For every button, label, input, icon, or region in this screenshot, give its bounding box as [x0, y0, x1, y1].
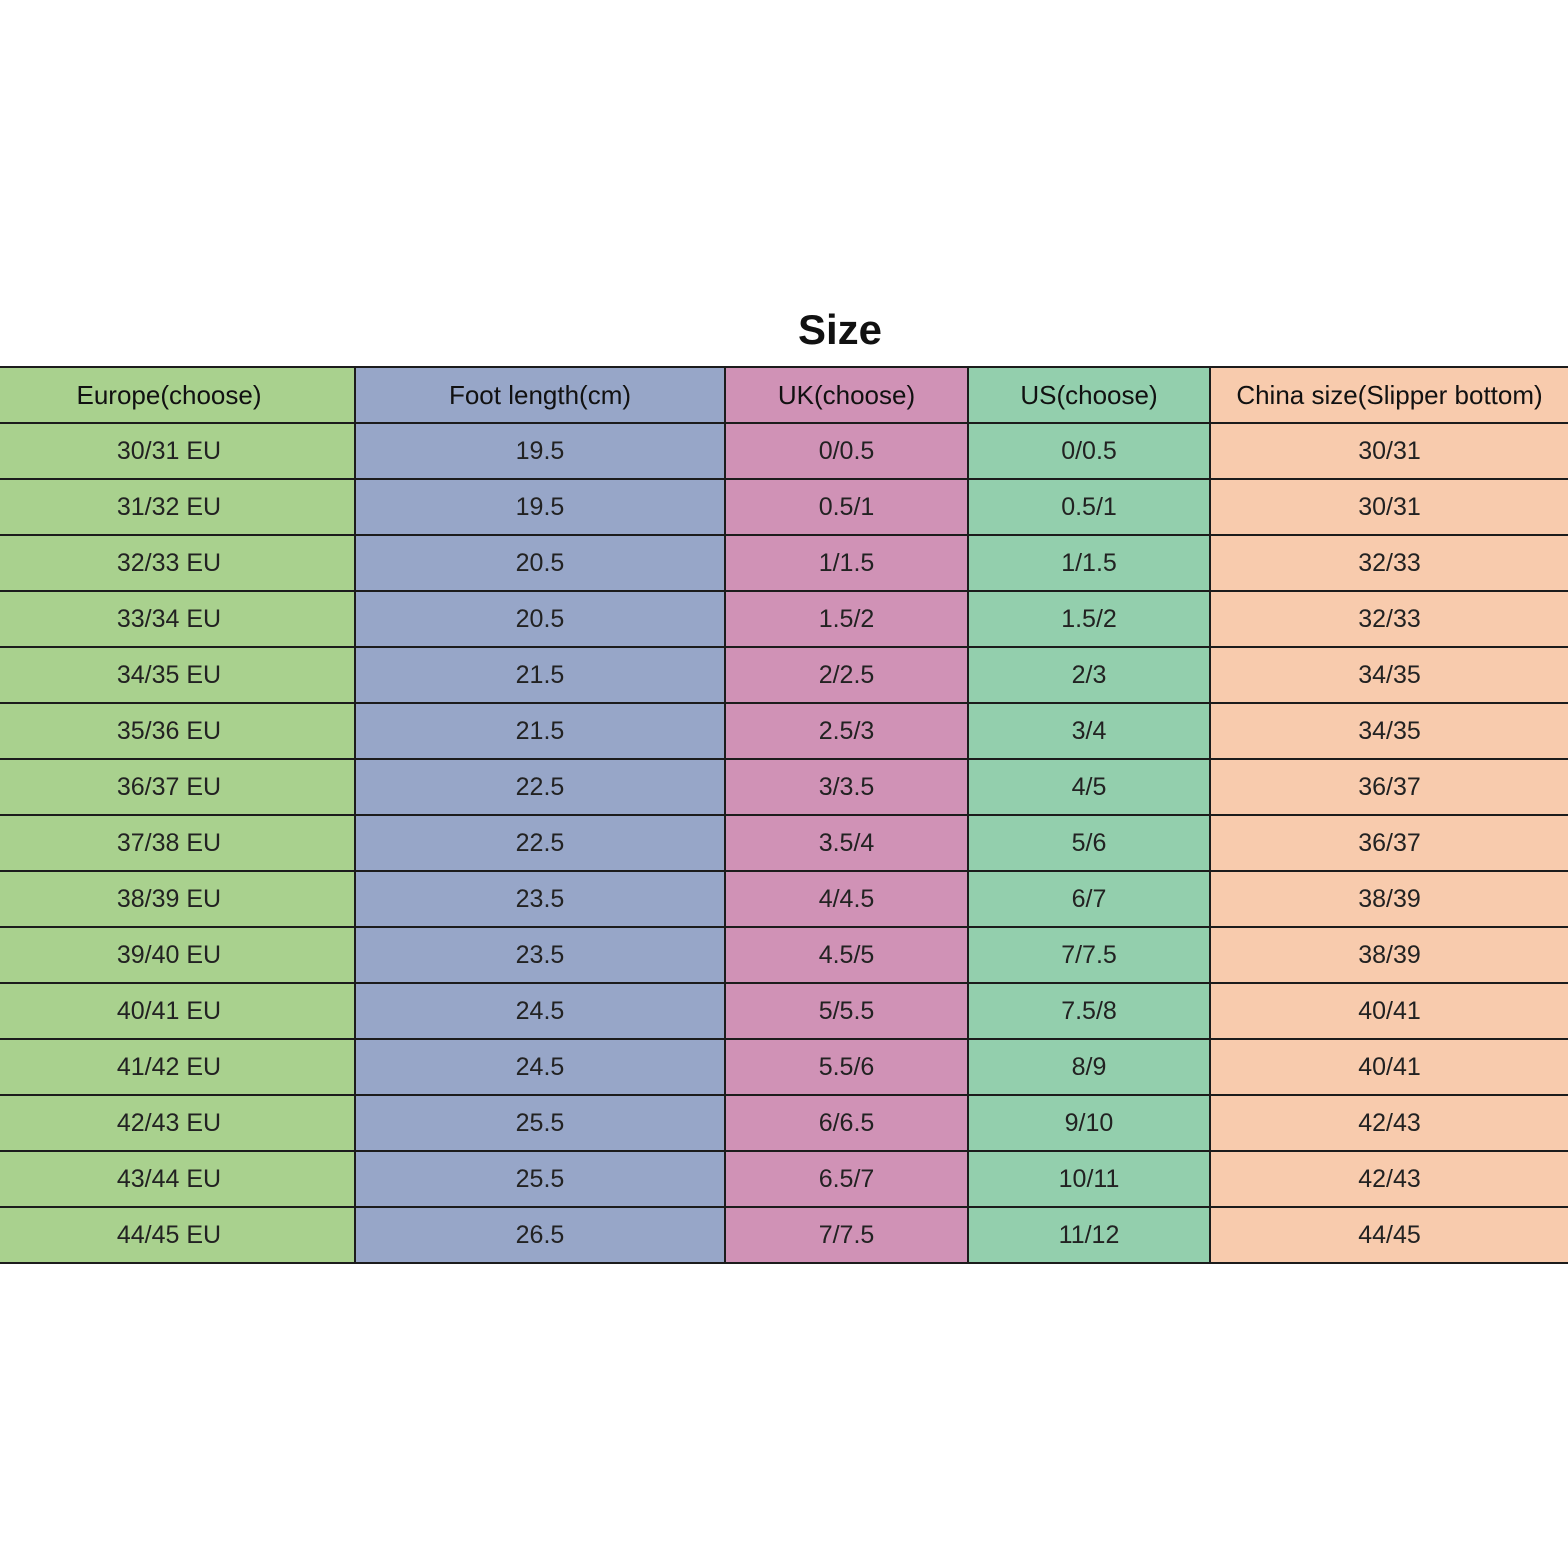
uk-size-cell: 1/1.5 — [725, 535, 968, 591]
foot-length-cell: 24.5 — [355, 1039, 725, 1095]
foot-length-cell: 24.5 — [355, 983, 725, 1039]
china-size-cell: 32/33 — [1210, 535, 1568, 591]
uk-size-cell: 5/5.5 — [725, 983, 968, 1039]
foot-length-cell: 23.5 — [355, 927, 725, 983]
uk-size-cell: 7/7.5 — [725, 1207, 968, 1263]
table-row — [0, 647, 1568, 703]
europe-size-cell: 40/41 EU — [0, 983, 355, 1039]
china-size-cell: 40/41 — [1210, 1039, 1568, 1095]
table-row — [0, 871, 1568, 927]
column-header-uk: UK(choose) — [725, 367, 968, 423]
column-header-foot-length: Foot length(cm) — [355, 367, 725, 423]
europe-size-cell: 36/37 EU — [0, 759, 355, 815]
europe-size-cell: 38/39 EU — [0, 871, 355, 927]
table-row — [0, 423, 1568, 479]
europe-size-cell: 33/34 EU — [0, 591, 355, 647]
europe-size-cell: 39/40 EU — [0, 927, 355, 983]
china-size-cell: 38/39 — [1210, 927, 1568, 983]
column-header-europe: Europe(choose) — [0, 367, 355, 423]
europe-size-cell: 41/42 EU — [0, 1039, 355, 1095]
china-size-cell: 40/41 — [1210, 983, 1568, 1039]
us-size-cell: 0/0.5 — [968, 423, 1210, 479]
column-header-china: China size(Slipper bottom) — [1210, 367, 1568, 423]
foot-length-cell: 22.5 — [355, 815, 725, 871]
europe-size-cell: 37/38 EU — [0, 815, 355, 871]
us-size-cell: 1/1.5 — [968, 535, 1210, 591]
us-size-cell: 3/4 — [968, 703, 1210, 759]
foot-length-cell: 19.5 — [355, 423, 725, 479]
foot-length-cell: 21.5 — [355, 647, 725, 703]
table-row — [0, 983, 1568, 1039]
europe-size-cell: 31/32 EU — [0, 479, 355, 535]
europe-size-cell: 34/35 EU — [0, 647, 355, 703]
table-row — [0, 927, 1568, 983]
europe-size-cell: 30/31 EU — [0, 423, 355, 479]
uk-size-cell: 4/4.5 — [725, 871, 968, 927]
china-size-cell: 34/35 — [1210, 647, 1568, 703]
us-size-cell: 2/3 — [968, 647, 1210, 703]
uk-size-cell: 6.5/7 — [725, 1151, 968, 1207]
uk-size-cell: 6/6.5 — [725, 1095, 968, 1151]
table-row — [0, 479, 1568, 535]
table-row — [0, 1039, 1568, 1095]
uk-size-cell: 2/2.5 — [725, 647, 968, 703]
us-size-cell: 1.5/2 — [968, 591, 1210, 647]
china-size-cell: 42/43 — [1210, 1151, 1568, 1207]
size-chart-table — [0, 366, 1568, 1264]
europe-size-cell: 44/45 EU — [0, 1207, 355, 1263]
us-size-cell: 4/5 — [968, 759, 1210, 815]
europe-size-cell: 32/33 EU — [0, 535, 355, 591]
us-size-cell: 9/10 — [968, 1095, 1210, 1151]
uk-size-cell: 2.5/3 — [725, 703, 968, 759]
table-row — [0, 759, 1568, 815]
us-size-cell: 7.5/8 — [968, 983, 1210, 1039]
table-row — [0, 815, 1568, 871]
table-row — [0, 1151, 1568, 1207]
page-title: Size — [797, 306, 883, 353]
foot-length-cell: 26.5 — [355, 1207, 725, 1263]
us-size-cell: 7/7.5 — [968, 927, 1210, 983]
table-row — [0, 591, 1568, 647]
foot-length-cell: 25.5 — [355, 1095, 725, 1151]
column-header-us: US(choose) — [968, 367, 1210, 423]
foot-length-cell: 23.5 — [355, 871, 725, 927]
table-row — [0, 1095, 1568, 1151]
china-size-cell: 34/35 — [1210, 703, 1568, 759]
europe-size-cell: 35/36 EU — [0, 703, 355, 759]
china-size-cell: 30/31 — [1210, 423, 1568, 479]
foot-length-cell: 22.5 — [355, 759, 725, 815]
china-size-cell: 38/39 — [1210, 871, 1568, 927]
us-size-cell: 6/7 — [968, 871, 1210, 927]
us-size-cell: 5/6 — [968, 815, 1210, 871]
china-size-cell: 30/31 — [1210, 479, 1568, 535]
foot-length-cell: 19.5 — [355, 479, 725, 535]
uk-size-cell: 5.5/6 — [725, 1039, 968, 1095]
table-row — [0, 1207, 1568, 1263]
foot-length-cell: 21.5 — [355, 703, 725, 759]
china-size-cell: 36/37 — [1210, 815, 1568, 871]
uk-size-cell: 3.5/4 — [725, 815, 968, 871]
table-row — [0, 703, 1568, 759]
foot-length-cell: 20.5 — [355, 591, 725, 647]
foot-length-cell: 25.5 — [355, 1151, 725, 1207]
table-row — [0, 535, 1568, 591]
foot-length-cell: 20.5 — [355, 535, 725, 591]
uk-size-cell: 3/3.5 — [725, 759, 968, 815]
europe-size-cell: 42/43 EU — [0, 1095, 355, 1151]
china-size-cell: 42/43 — [1210, 1095, 1568, 1151]
us-size-cell: 10/11 — [968, 1151, 1210, 1207]
uk-size-cell: 0.5/1 — [725, 479, 968, 535]
europe-size-cell: 43/44 EU — [0, 1151, 355, 1207]
uk-size-cell: 1.5/2 — [725, 591, 968, 647]
header-row — [0, 367, 1568, 423]
us-size-cell: 11/12 — [968, 1207, 1210, 1263]
china-size-cell: 44/45 — [1210, 1207, 1568, 1263]
uk-size-cell: 0/0.5 — [725, 423, 968, 479]
china-size-cell: 36/37 — [1210, 759, 1568, 815]
us-size-cell: 0.5/1 — [968, 479, 1210, 535]
china-size-cell: 32/33 — [1210, 591, 1568, 647]
uk-size-cell: 4.5/5 — [725, 927, 968, 983]
us-size-cell: 8/9 — [968, 1039, 1210, 1095]
